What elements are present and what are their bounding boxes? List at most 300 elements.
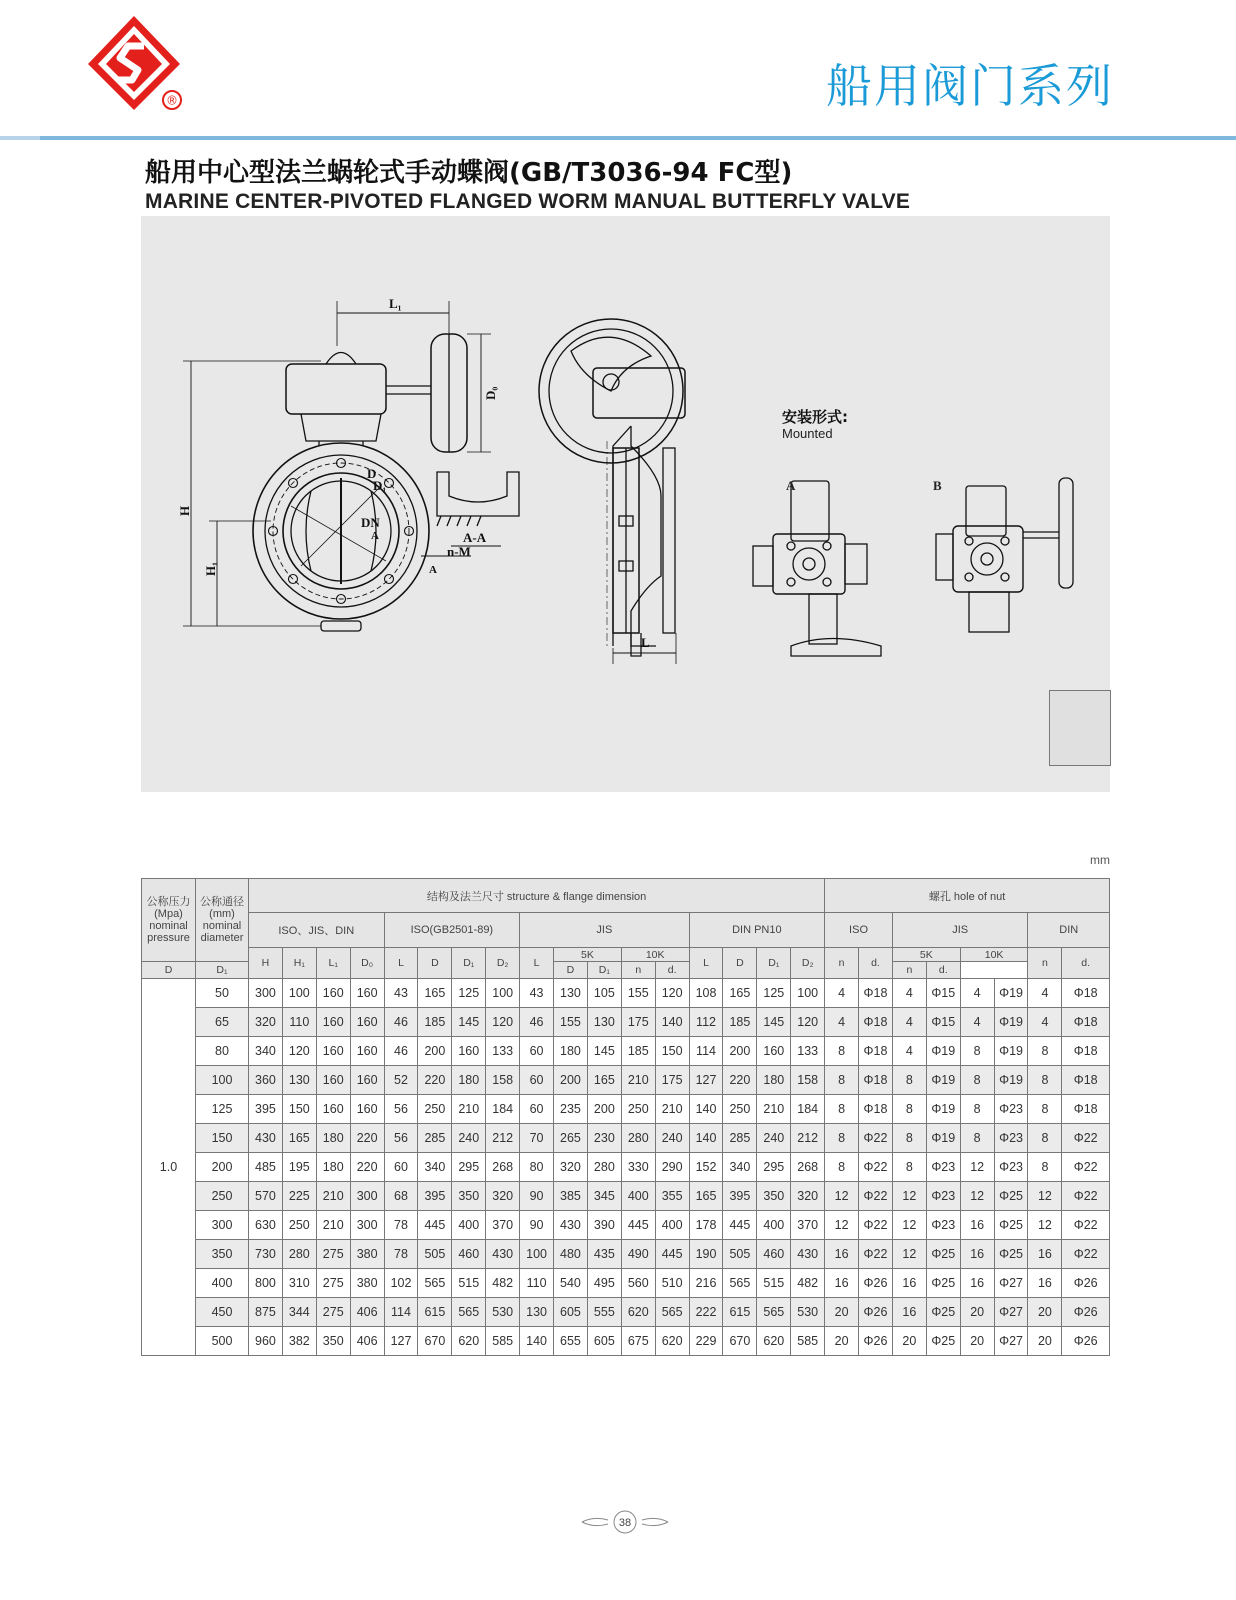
table-cell: 200 xyxy=(723,1037,757,1066)
diameter-cell: 250 xyxy=(196,1182,249,1211)
table-cell: 565 xyxy=(655,1298,689,1327)
header-structure-group: 结构及法兰尺寸 structure & flange dimension xyxy=(249,879,825,913)
front-view xyxy=(183,301,519,631)
table-cell: 4 xyxy=(892,1037,926,1066)
table-cell: 220 xyxy=(723,1066,757,1095)
table-cell: 875 xyxy=(249,1298,283,1327)
table-row xyxy=(142,1124,1110,1153)
table-cell: 400 xyxy=(621,1182,655,1211)
table-cell: Φ22 xyxy=(859,1124,893,1153)
table-cell: 180 xyxy=(757,1066,791,1095)
table-cell: 125 xyxy=(452,979,486,1008)
table-cell: 430 xyxy=(486,1240,520,1269)
table-cell: Φ19 xyxy=(926,1066,960,1095)
diameter-cell: 200 xyxy=(196,1153,249,1182)
table-cell: 12 xyxy=(892,1211,926,1240)
table-cell: 46 xyxy=(384,1037,418,1066)
table-cell: 320 xyxy=(486,1182,520,1211)
mounted-label-en: Mounted xyxy=(782,426,833,441)
header-jis: JIS xyxy=(520,913,689,948)
table-row xyxy=(142,1298,1110,1327)
col-iso-d: d. xyxy=(859,948,893,979)
table-cell: 565 xyxy=(418,1269,452,1298)
table-cell: 20 xyxy=(960,1298,994,1327)
col-din-L: L xyxy=(689,948,723,979)
table-cell: 275 xyxy=(316,1269,350,1298)
table-cell: 130 xyxy=(282,1066,316,1095)
table-cell: 350 xyxy=(757,1182,791,1211)
table-cell: Φ19 xyxy=(994,1066,1028,1095)
table-cell: 345 xyxy=(587,1182,621,1211)
table-cell: 70 xyxy=(520,1124,554,1153)
col-din-D2: D₂ xyxy=(791,948,825,979)
table-cell: 152 xyxy=(689,1153,723,1182)
table-cell: 230 xyxy=(587,1124,621,1153)
table-cell: 530 xyxy=(486,1298,520,1327)
table-cell: 400 xyxy=(655,1211,689,1240)
label-DN: DN xyxy=(361,515,380,530)
table-cell: 160 xyxy=(350,1095,384,1124)
table-cell: 280 xyxy=(282,1240,316,1269)
table-cell: 445 xyxy=(418,1211,452,1240)
label-A-A: A-A xyxy=(463,530,487,545)
table-cell: 8 xyxy=(1028,1153,1062,1182)
col-iso-n: n xyxy=(825,948,859,979)
header-din-pn10: DIN PN10 xyxy=(689,913,825,948)
table-cell: 250 xyxy=(418,1095,452,1124)
table-cell: 8 xyxy=(825,1037,859,1066)
table-cell: 16 xyxy=(1028,1269,1062,1298)
label-H: H xyxy=(177,505,192,516)
table-cell: 16 xyxy=(892,1298,926,1327)
table-cell: 800 xyxy=(249,1269,283,1298)
table-cell: 565 xyxy=(452,1298,486,1327)
table-cell: 160 xyxy=(350,979,384,1008)
table-cell: Φ22 xyxy=(859,1153,893,1182)
table-cell: 320 xyxy=(249,1008,283,1037)
table-cell: 140 xyxy=(655,1008,689,1037)
table-cell: 268 xyxy=(486,1153,520,1182)
table-cell: 160 xyxy=(316,979,350,1008)
spec-table xyxy=(141,878,1110,1356)
table-cell: 4 xyxy=(1028,1008,1062,1037)
table-cell: Φ18 xyxy=(1062,1066,1110,1095)
pressure-cell: 1.0 xyxy=(142,979,196,1356)
col-gb-L: L xyxy=(384,948,418,979)
col-din-n: n xyxy=(1028,948,1062,979)
table-cell: 56 xyxy=(384,1124,418,1153)
label-H1: H₁ xyxy=(203,561,218,576)
table-cell: Φ26 xyxy=(859,1269,893,1298)
col-jis-L: L xyxy=(520,948,554,979)
table-cell: 8 xyxy=(960,1124,994,1153)
diameter-cell: 150 xyxy=(196,1124,249,1153)
table-cell: 510 xyxy=(655,1269,689,1298)
product-title-cn: 船用中心型法兰蜗轮式手动蝶阀(GB/T3036-94 FC型) xyxy=(145,158,793,188)
table-cell: 8 xyxy=(892,1066,926,1095)
header-divider xyxy=(0,136,1236,140)
table-cell: 114 xyxy=(384,1298,418,1327)
table-cell: Φ23 xyxy=(926,1182,960,1211)
header-jis-nut: JIS xyxy=(892,913,1028,948)
table-cell: 400 xyxy=(452,1211,486,1240)
table-cell: 615 xyxy=(723,1298,757,1327)
table-cell: 8 xyxy=(892,1095,926,1124)
table-row xyxy=(142,1182,1110,1211)
table-cell: 730 xyxy=(249,1240,283,1269)
table-cell: 68 xyxy=(384,1182,418,1211)
header-jis-5k: 5K xyxy=(554,948,622,962)
table-cell: 540 xyxy=(554,1269,588,1298)
diameter-cell: 300 xyxy=(196,1211,249,1240)
page-number-badge xyxy=(580,1510,670,1534)
col-jis5-n: n xyxy=(621,962,655,979)
table-cell: 275 xyxy=(316,1240,350,1269)
table-cell: 210 xyxy=(621,1066,655,1095)
table-cell: 395 xyxy=(418,1182,452,1211)
table-row xyxy=(142,1327,1110,1356)
table-cell: 8 xyxy=(1028,1124,1062,1153)
table-cell: 184 xyxy=(791,1095,825,1124)
table-cell: 200 xyxy=(587,1095,621,1124)
diameter-cell: 80 xyxy=(196,1037,249,1066)
table-cell: Φ19 xyxy=(926,1095,960,1124)
table-cell: Φ19 xyxy=(994,979,1028,1008)
table-cell: Φ18 xyxy=(859,1008,893,1037)
table-cell: 210 xyxy=(316,1211,350,1240)
table-cell: 52 xyxy=(384,1066,418,1095)
table-cell: 160 xyxy=(316,1008,350,1037)
table-cell: 130 xyxy=(520,1298,554,1327)
table-cell: Φ18 xyxy=(859,1066,893,1095)
table-cell: 175 xyxy=(621,1008,655,1037)
table-cell: 675 xyxy=(621,1327,655,1356)
mount-a-view xyxy=(753,481,881,656)
table-cell: 8 xyxy=(825,1095,859,1124)
table-cell: 485 xyxy=(249,1153,283,1182)
company-logo xyxy=(84,12,188,116)
col-jis5-D: D xyxy=(142,962,196,979)
table-cell: 220 xyxy=(350,1153,384,1182)
table-cell: 165 xyxy=(282,1124,316,1153)
table-cell: 370 xyxy=(791,1211,825,1240)
table-cell: 380 xyxy=(350,1240,384,1269)
table-cell: 165 xyxy=(723,979,757,1008)
table-cell: 185 xyxy=(723,1008,757,1037)
table-cell: 46 xyxy=(520,1008,554,1037)
table-cell: Φ27 xyxy=(994,1269,1028,1298)
table-cell: Φ18 xyxy=(1062,1095,1110,1124)
table-cell: 340 xyxy=(418,1153,452,1182)
table-cell: 105 xyxy=(587,979,621,1008)
table-cell: 8 xyxy=(825,1124,859,1153)
table-cell: 340 xyxy=(723,1153,757,1182)
table-cell: 555 xyxy=(587,1298,621,1327)
table-cell: 560 xyxy=(621,1269,655,1298)
table-cell: 530 xyxy=(791,1298,825,1327)
header-jis-10k: 10K xyxy=(621,948,689,962)
table-cell: 395 xyxy=(723,1182,757,1211)
table-cell: 330 xyxy=(621,1153,655,1182)
label-D0: D₀ xyxy=(483,386,498,400)
col-H1: H₁ xyxy=(282,948,316,979)
table-cell: 60 xyxy=(520,1037,554,1066)
table-cell: 460 xyxy=(452,1240,486,1269)
table-cell: 80 xyxy=(520,1153,554,1182)
table-cell: 460 xyxy=(757,1240,791,1269)
table-cell: Φ25 xyxy=(994,1211,1028,1240)
table-cell: 505 xyxy=(723,1240,757,1269)
table-cell: 285 xyxy=(418,1124,452,1153)
table-cell: 165 xyxy=(689,1182,723,1211)
table-cell: 155 xyxy=(554,1008,588,1037)
table-cell: Φ18 xyxy=(859,1037,893,1066)
table-cell: 175 xyxy=(655,1066,689,1095)
table-cell: 355 xyxy=(655,1182,689,1211)
table-cell: Φ27 xyxy=(994,1298,1028,1327)
table-cell: 160 xyxy=(350,1037,384,1066)
table-cell: 140 xyxy=(520,1327,554,1356)
table-cell: 370 xyxy=(486,1211,520,1240)
table-cell: 515 xyxy=(452,1269,486,1298)
table-cell: 430 xyxy=(554,1211,588,1240)
table-cell: 20 xyxy=(892,1327,926,1356)
table-cell: 8 xyxy=(960,1066,994,1095)
table-cell: 110 xyxy=(282,1008,316,1037)
table-cell: 100 xyxy=(520,1240,554,1269)
table-cell: 320 xyxy=(791,1182,825,1211)
table-cell: 8 xyxy=(1028,1037,1062,1066)
table-cell: Φ18 xyxy=(1062,979,1110,1008)
side-view xyxy=(539,319,685,664)
table-cell: 200 xyxy=(418,1037,452,1066)
table-cell: Φ23 xyxy=(926,1211,960,1240)
col-jis5-D1: D₁ xyxy=(196,962,249,979)
technical-drawing xyxy=(141,216,1110,792)
table-cell: 210 xyxy=(757,1095,791,1124)
header-nut-10k: 10K xyxy=(960,948,1028,962)
table-cell: Φ25 xyxy=(926,1269,960,1298)
table-cell: 190 xyxy=(689,1240,723,1269)
table-cell: 210 xyxy=(452,1095,486,1124)
table-cell: Φ15 xyxy=(926,1008,960,1037)
table-cell: 240 xyxy=(655,1124,689,1153)
table-cell: 480 xyxy=(554,1240,588,1269)
table-cell: 435 xyxy=(587,1240,621,1269)
table-cell: 12 xyxy=(892,1182,926,1211)
table-cell: 20 xyxy=(825,1298,859,1327)
table-row xyxy=(142,1037,1110,1066)
table-cell: 155 xyxy=(621,979,655,1008)
table-cell: 16 xyxy=(1028,1240,1062,1269)
table-cell: Φ18 xyxy=(1062,1037,1110,1066)
header-nut-group: 螺孔 hole of nut xyxy=(825,879,1110,913)
table-cell: 4 xyxy=(892,1008,926,1037)
table-cell: Φ25 xyxy=(994,1240,1028,1269)
table-cell: 180 xyxy=(452,1066,486,1095)
table-cell: 43 xyxy=(520,979,554,1008)
table-cell: 490 xyxy=(621,1240,655,1269)
table-cell: 185 xyxy=(418,1008,452,1037)
table-cell: Φ22 xyxy=(859,1182,893,1211)
table-cell: 505 xyxy=(418,1240,452,1269)
table-cell: 8 xyxy=(1028,1066,1062,1095)
table-cell: Φ22 xyxy=(1062,1240,1110,1269)
table-cell: 4 xyxy=(960,979,994,1008)
table-cell: 220 xyxy=(350,1124,384,1153)
table-cell: Φ19 xyxy=(926,1124,960,1153)
valve-drawing-svg xyxy=(141,216,1110,792)
table-cell: 46 xyxy=(384,1008,418,1037)
col-din-D: D xyxy=(723,948,757,979)
table-cell: 150 xyxy=(282,1095,316,1124)
table-cell: 430 xyxy=(791,1240,825,1269)
table-cell: 406 xyxy=(350,1327,384,1356)
table-cell: 212 xyxy=(791,1124,825,1153)
table-cell: 605 xyxy=(587,1327,621,1356)
col-L1: L₁ xyxy=(316,948,350,979)
table-cell: 4 xyxy=(825,1008,859,1037)
table-cell: 482 xyxy=(486,1269,520,1298)
table-cell: 165 xyxy=(418,979,452,1008)
table-cell: 90 xyxy=(520,1182,554,1211)
table-cell: 295 xyxy=(757,1153,791,1182)
table-cell: 960 xyxy=(249,1327,283,1356)
col-jis10-D1: D₁ xyxy=(587,962,621,979)
table-cell: 445 xyxy=(621,1211,655,1240)
table-cell: Φ18 xyxy=(859,979,893,1008)
table-cell: 100 xyxy=(282,979,316,1008)
table-cell: Φ26 xyxy=(1062,1298,1110,1327)
page-number: 38 xyxy=(618,1517,632,1529)
table-cell: 150 xyxy=(655,1037,689,1066)
product-title-en: MARINE CENTER-PIVOTED FLANGED WORM MANUAL BUTTERFLY VALVE xyxy=(145,190,911,213)
table-cell: 406 xyxy=(350,1298,384,1327)
label-A: A xyxy=(371,530,379,542)
diameter-cell: 350 xyxy=(196,1240,249,1269)
table-cell: 140 xyxy=(689,1095,723,1124)
label-D: D xyxy=(367,466,377,481)
table-cell: 222 xyxy=(689,1298,723,1327)
table-cell: 210 xyxy=(316,1182,350,1211)
table-cell: 225 xyxy=(282,1182,316,1211)
table-cell: 8 xyxy=(892,1153,926,1182)
col-jis10-D: D xyxy=(554,962,588,979)
table-cell: Φ23 xyxy=(994,1153,1028,1182)
diameter-cell: 65 xyxy=(196,1008,249,1037)
table-cell: 90 xyxy=(520,1211,554,1240)
table-cell: 120 xyxy=(791,1008,825,1037)
table-cell: 395 xyxy=(249,1095,283,1124)
table-cell: Φ19 xyxy=(994,1008,1028,1037)
table-cell: 585 xyxy=(486,1327,520,1356)
table-cell: 195 xyxy=(282,1153,316,1182)
table-cell: 4 xyxy=(960,1008,994,1037)
table-cell: 60 xyxy=(520,1095,554,1124)
mount-b-label: B xyxy=(933,478,942,493)
table-cell: 360 xyxy=(249,1066,283,1095)
col-gb-D: D xyxy=(418,948,452,979)
table-cell: 380 xyxy=(350,1269,384,1298)
table-cell: 16 xyxy=(892,1269,926,1298)
col-gb-D2: D₂ xyxy=(486,948,520,979)
table-cell: 12 xyxy=(960,1182,994,1211)
table-cell: 108 xyxy=(689,979,723,1008)
table-row xyxy=(142,1153,1110,1182)
table-cell: 220 xyxy=(418,1066,452,1095)
table-cell: 385 xyxy=(554,1182,588,1211)
table-cell: 280 xyxy=(587,1153,621,1182)
header-pressure: 公称压力 (Mpa) nominal pressure xyxy=(142,879,196,962)
table-cell: 12 xyxy=(892,1240,926,1269)
diameter-cell: 50 xyxy=(196,979,249,1008)
table-cell: 12 xyxy=(960,1153,994,1182)
table-cell: 43 xyxy=(384,979,418,1008)
table-cell: 145 xyxy=(757,1008,791,1037)
unit-label: mm xyxy=(1090,853,1110,867)
table-cell: Φ27 xyxy=(994,1327,1028,1356)
table-cell: 160 xyxy=(452,1037,486,1066)
table-cell: Φ25 xyxy=(926,1240,960,1269)
table-cell: 184 xyxy=(486,1095,520,1124)
table-cell: 8 xyxy=(825,1066,859,1095)
table-cell: 670 xyxy=(418,1327,452,1356)
table-cell: 12 xyxy=(1028,1182,1062,1211)
table-cell: 185 xyxy=(621,1037,655,1066)
registered-mark: ® xyxy=(166,93,178,108)
table-cell: 620 xyxy=(621,1298,655,1327)
table-cell: 300 xyxy=(350,1182,384,1211)
table-cell: 268 xyxy=(791,1153,825,1182)
table-cell: 4 xyxy=(1028,979,1062,1008)
table-cell: 340 xyxy=(249,1037,283,1066)
table-cell: 16 xyxy=(960,1240,994,1269)
col-din-d: d. xyxy=(1062,948,1110,979)
table-cell: 145 xyxy=(452,1008,486,1037)
table-cell: 300 xyxy=(249,979,283,1008)
table-cell: Φ26 xyxy=(1062,1327,1110,1356)
table-cell: 400 xyxy=(757,1211,791,1240)
table-cell: 158 xyxy=(791,1066,825,1095)
col-jis5-d: d. xyxy=(655,962,689,979)
header-diameter: 公称通径 (mm) nominal diameter xyxy=(196,879,249,962)
table-cell: 16 xyxy=(825,1240,859,1269)
table-cell: 482 xyxy=(791,1269,825,1298)
table-cell: 145 xyxy=(587,1037,621,1066)
table-cell: 670 xyxy=(723,1327,757,1356)
diameter-cell: 400 xyxy=(196,1269,249,1298)
table-row xyxy=(142,1240,1110,1269)
table-cell: 160 xyxy=(316,1066,350,1095)
table-cell: 130 xyxy=(587,1008,621,1037)
table-cell: 390 xyxy=(587,1211,621,1240)
table-cell: Φ23 xyxy=(994,1095,1028,1124)
table-cell: 565 xyxy=(757,1298,791,1327)
table-row xyxy=(142,1211,1110,1240)
table-cell: 100 xyxy=(791,979,825,1008)
table-cell: 165 xyxy=(587,1066,621,1095)
table-cell: 310 xyxy=(282,1269,316,1298)
table-cell: 250 xyxy=(723,1095,757,1124)
table-cell: 430 xyxy=(249,1124,283,1153)
table-cell: 200 xyxy=(554,1066,588,1095)
diameter-cell: 500 xyxy=(196,1327,249,1356)
table-cell: 160 xyxy=(316,1037,350,1066)
table-cell: 620 xyxy=(757,1327,791,1356)
table-cell: Φ25 xyxy=(994,1182,1028,1211)
header-iso-nut: ISO xyxy=(825,913,893,948)
table-cell: 344 xyxy=(282,1298,316,1327)
